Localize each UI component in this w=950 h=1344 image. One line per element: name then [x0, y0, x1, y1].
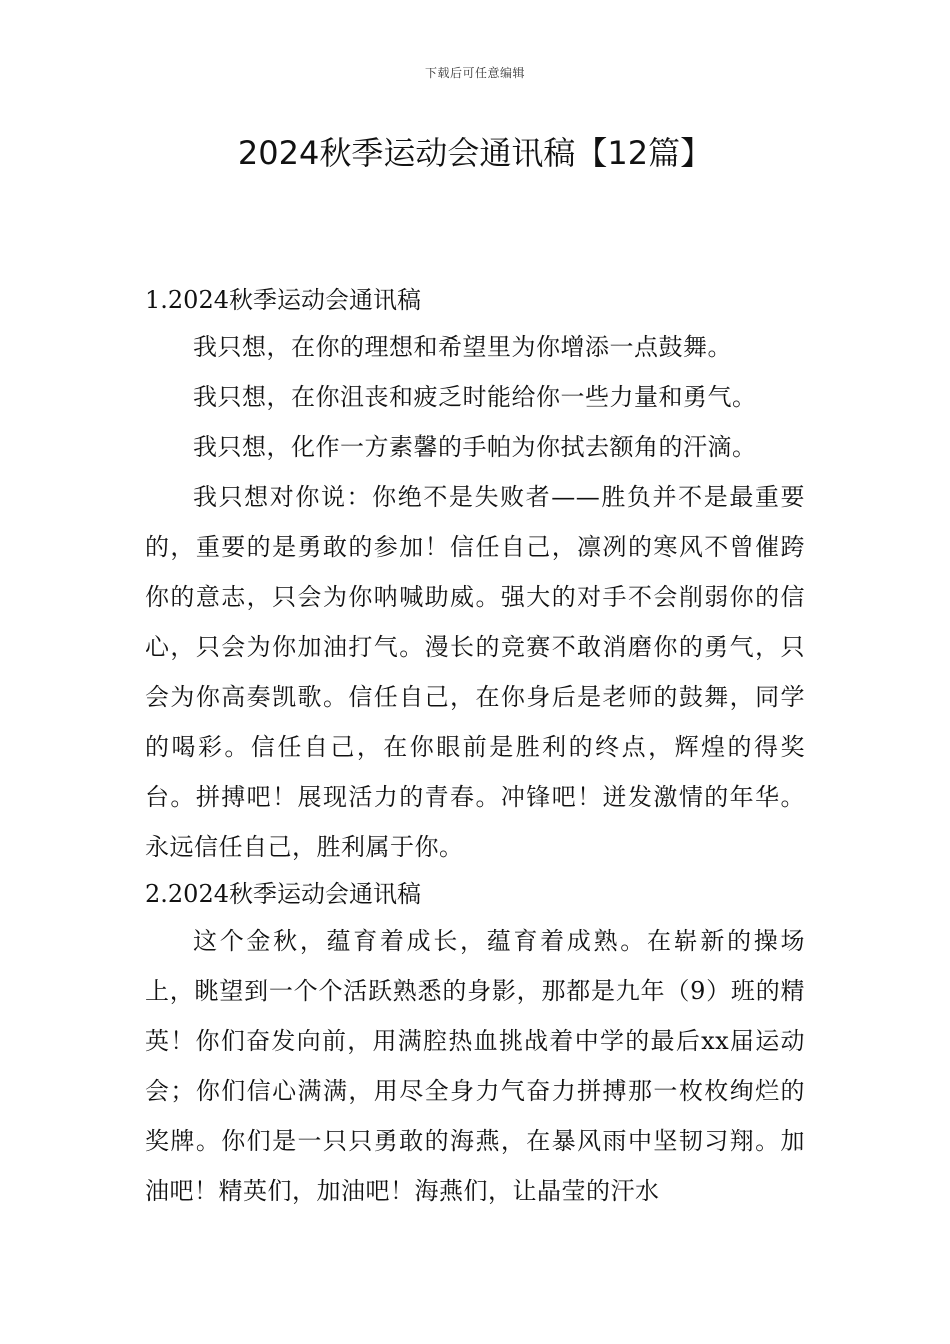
paragraph: 我只想对你说：你绝不是失败者——胜负并不是最重要的，重要的是勇敢的参加！信任自己，凛冽的寒风不曾催跨你的意志，只会为你呐喊助威。强大的对手不会削弱你的信心，只会为你加油打气。漫长的竞赛不敢消磨你的勇气，只会为你高奏凯歌。信任自己，在你身后是老师的鼓舞，同学的喝彩。信任自己，在你眼前是胜利的终点，辉煌的得奖台。拼搏吧！展现活力的青春。冲锋吧！迸发激情的年华。永远信任自己，胜利属于你。 [145, 483, 805, 861]
paragraph: 这个金秋，蕴育着成长，蕴育着成熟。在崭新的操场上，眺望到一个个活跃熟悉的身影，那都是九年（9）班的精英！你们奋发向前，用满腔热血挑战着中学的最后xx届运动会；你们信心满满，用尽全身力气奋力拼搏那一枚枚绚烂的奖牌。你们是一只只勇敢的海燕，在暴风雨中坚韧习翔。加油吧！精英们，加油吧！海燕们，让晶莹的汗水 [145, 927, 805, 1205]
section-heading-1: 1.2024秋季运动会通讯稿 [145, 286, 421, 314]
paragraph: 我只想，化作一方素馨的手帕为你拭去额角的汗滴。 [193, 433, 757, 461]
paragraph: 我只想，在你的理想和希望里为你增添一点鼓舞。 [193, 333, 732, 361]
header-note: 下载后可任意编辑 [424, 66, 525, 80]
document-body [145, 278, 805, 1216]
document-title: 2024秋季运动会通讯稿【12篇】 [237, 134, 713, 172]
section-heading-2: 2.2024秋季运动会通讯稿 [145, 880, 421, 908]
paragraph: 我只想，在你沮丧和疲乏时能给你一些力量和勇气。 [193, 383, 757, 411]
